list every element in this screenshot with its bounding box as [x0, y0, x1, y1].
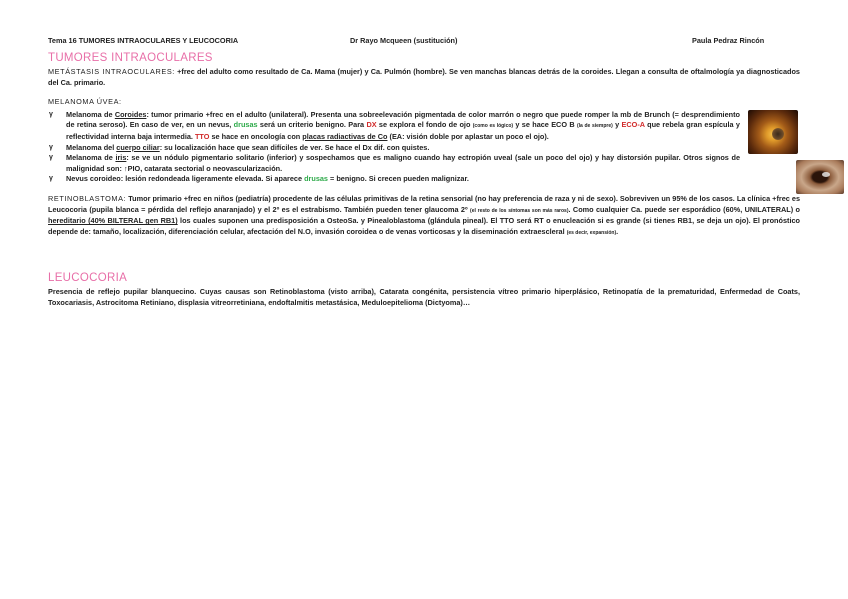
metastasis-label: METÁSTASIS INTRAOCULARES:: [48, 67, 175, 76]
item-text: = benigno. Si crecen pueden malignizar.: [328, 174, 469, 184]
section-title-tumores: TUMORES INTRAOCULARES: [48, 52, 213, 64]
header-author: Paula Pedraz Rincón: [692, 36, 765, 45]
item-underlined: iris: [115, 153, 127, 163]
paragraph-small: (es decir, expansión): [566, 229, 617, 236]
item-underlined: placas radiactivas de Co: [302, 131, 388, 141]
header-professor: Dr Rayo Mcqueen (sustitución): [350, 36, 458, 45]
bullet-icon: γ: [49, 154, 53, 162]
item-underlined: Coroides: [114, 109, 147, 119]
paragraph-text: . Como cualquier Ca. puede ser esporádico (60%, UNILATERAL) o: [568, 204, 800, 214]
item-text: será un criterio benigno. Para: [257, 120, 367, 130]
item-text: : se ve un nódulo pigmentario solitario (inferior) y sospechamos que es maligno cuando hay ectropión uveal (sale un poco del ojo) y hay distorsión pupilar. Otros signos de malignidad son: ↑PIO, catarata sectorial o neovascularización.: [66, 153, 740, 173]
choroid-melanoma-fundus-image: [748, 110, 798, 154]
page-header: [48, 36, 800, 50]
paragraph-text: Tumor primario +frec en niños (pediatría) procedente de las células primitivas de la retina sensorial (no hay preferencia de raza y ni de sexo). Sobreviven un 95% de los casos. La clínica +frec es Leucocoria (pupila blanca = pérdida del reflejo anaranjado) y el 2º es el estrabismo. También pueden tener glaucoma 2º: [48, 193, 800, 214]
item-text: : tumor primario +frec en el adulto (unilateral). Presenta una sobreelevación pigmentada de color marrón o negro que puede romper la mb de Brunch (= desprendimiento de retina seroso). En caso de ver, en un nevus,: [66, 109, 740, 130]
bullet-icon: γ: [49, 175, 53, 183]
paragraph-small: (el resto de los síntomas son más raros): [470, 207, 569, 214]
item-text: (EA: visión doble por aplastar un poco el ojo).: [387, 131, 549, 141]
iris-melanoma-eye-image: [796, 160, 844, 194]
item-text: : su localización hace que sean difíciles de ver. Se hace el Dx dif. con quistes.: [159, 142, 430, 152]
retinoblastoma-label: RETINOBLASTOMA:: [48, 193, 127, 203]
highlight-red: TTO: [194, 131, 210, 141]
highlight-red: ECO-A: [621, 120, 645, 130]
list-item: [48, 174, 740, 185]
item-small: (como es lógico): [472, 123, 514, 130]
section-title-leucocoria: LEUCOCORIA: [48, 272, 128, 285]
bullet-icon: γ: [49, 110, 53, 118]
header-topic: Tema 16 TUMORES INTRAOCULARES Y LEUCOCORIA: [48, 36, 239, 45]
list-item: [48, 110, 740, 143]
item-small: (la de siempre): [576, 123, 613, 130]
item-text: Melanoma de: [66, 153, 116, 163]
item-text: Nevus coroideo: lesión redondeada ligeramente elevada. Si aparece: [66, 174, 305, 184]
bullet-icon: γ: [49, 143, 53, 151]
list-item: [48, 143, 740, 154]
list-item: [48, 153, 740, 174]
highlight-red: DX: [366, 120, 377, 130]
paragraph-text: los cuales suponen una predisposición a OsteoSa. y Pinealoblastoma (glándula pineal). El TTO será RT o enucleación si es grande (si tienes RB1, se deja un ojo). El pronóstico depende de: tamaño, localización, diferenciación celular, afectación del N.O, invasión coroidea o de venas vorticosas y la diseminación extraescleral: [48, 216, 801, 236]
document-page: [48, 36, 800, 309]
item-text: que rebela gran espícula y reflectividad interna baja intermedia.: [66, 120, 740, 141]
retinoblastoma-paragraph: [48, 194, 800, 238]
item-text: y: [612, 120, 622, 130]
item-text: y se hace ECO B: [513, 120, 577, 130]
metastasis-text: +frec del adulto como resultado de Ca. Mama (mujer) y Ca. Pulmón (hombre). Se ven manchas blancas detrás de la coroides. Llegan a consulta de oftalmología ya diagnosticados del Ca. primario.: [48, 67, 800, 87]
highlight-green: drusas: [233, 120, 258, 130]
metastasis-paragraph: [48, 67, 800, 88]
melanoma-label: MELANOMA ÚVEA:: [48, 97, 122, 107]
paragraph-text: .: [616, 226, 619, 236]
item-text: se hace en oncología con: [209, 131, 303, 141]
leucocoria-paragraph: Presencia de reflejo pupilar blanquecino. Cuyas causas son Retinoblastoma (visto arriba), Catarata congénita, persistencia vítreo primario hiperplásico, Retinopatía de la prematuridad, Enfermedad de Coats, Toxocariasis, Astrocitoma Retiniano, displasia vitreorretiniana, endoftalmitis metastásica, Meduloepitelioma (Dictyoma)…: [48, 287, 800, 307]
melanoma-list: [48, 110, 740, 185]
item-underlined: cuerpo ciliar: [116, 142, 160, 152]
item-text: se explora el fondo de ojo: [376, 120, 473, 130]
item-text: Melanoma del: [66, 142, 117, 152]
paragraph-underlined: hereditario (40% BILTERAL gen RB1): [48, 216, 178, 226]
highlight-green: drusas: [304, 174, 328, 184]
item-text: Melanoma de: [66, 109, 115, 119]
